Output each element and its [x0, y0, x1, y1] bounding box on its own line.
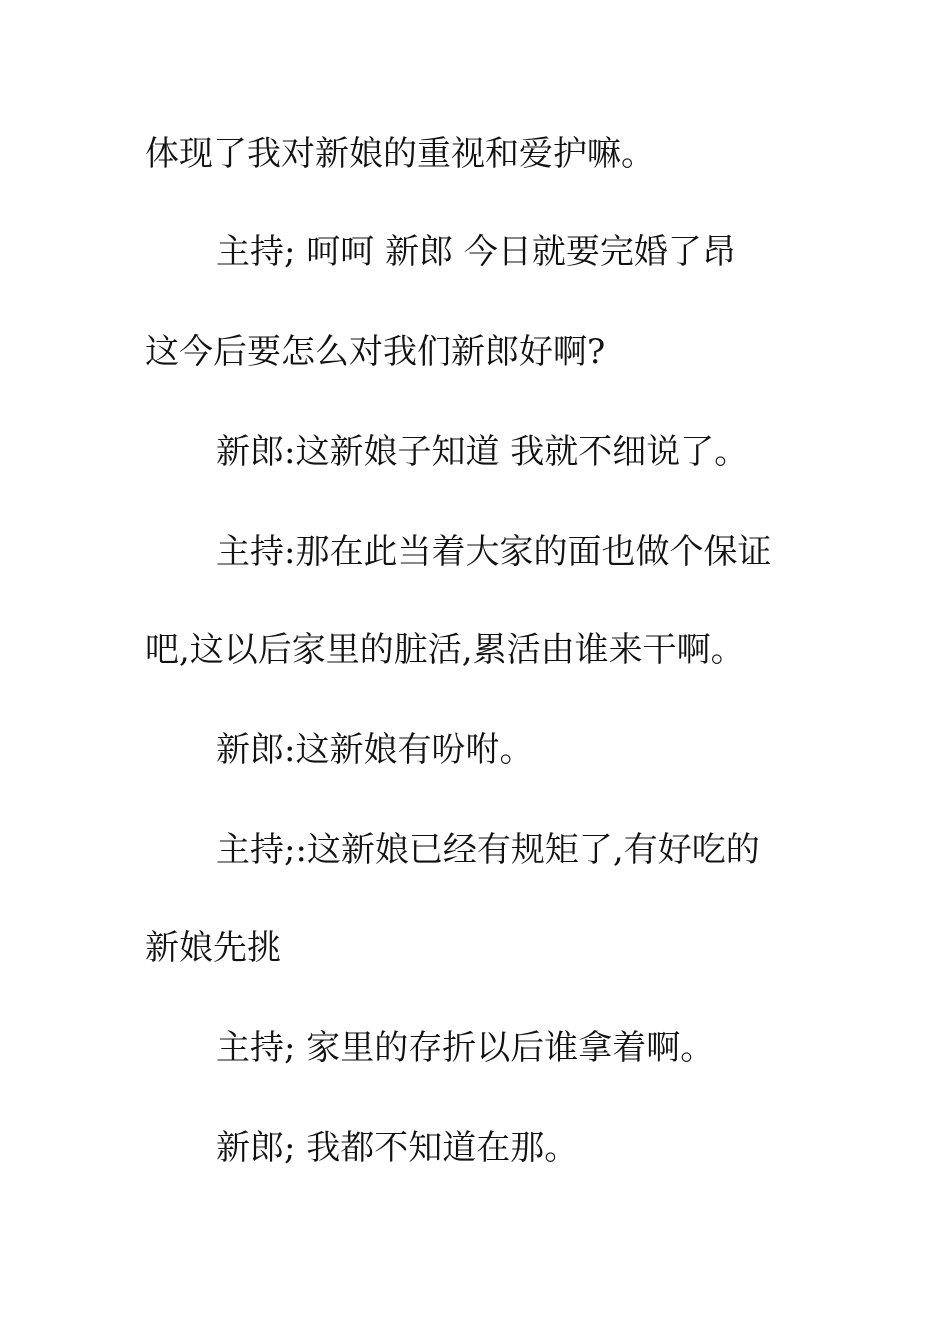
text-line: 主持:那在此当着大家的面也做个保证 — [216, 532, 772, 572]
text-line: 新郎; 我都不知道在那。 — [216, 1128, 579, 1168]
text-line: 新郎:这新娘子知道 我就不细说了。 — [216, 432, 749, 472]
text-line: 新娘先挑 — [145, 928, 281, 968]
text-line: 主持;:这新娘已经有规矩了,有好吃的 — [216, 830, 760, 870]
text-line: 主持; 家里的存折以后谁拿着啊。 — [216, 1028, 715, 1068]
text-line: 新郎:这新娘有吩咐。 — [216, 730, 534, 770]
text-line: 主持; 呵呵 新郎 今日就要完婚了昂 — [216, 232, 736, 272]
text-line: 吧,这以后家里的脏活,累活由谁来干啊。 — [145, 630, 745, 670]
text-line: 体现了我对新娘的重视和爱护嘛。 — [145, 134, 655, 174]
text-line: 这今后要怎么对我们新郎好啊? — [145, 332, 606, 372]
